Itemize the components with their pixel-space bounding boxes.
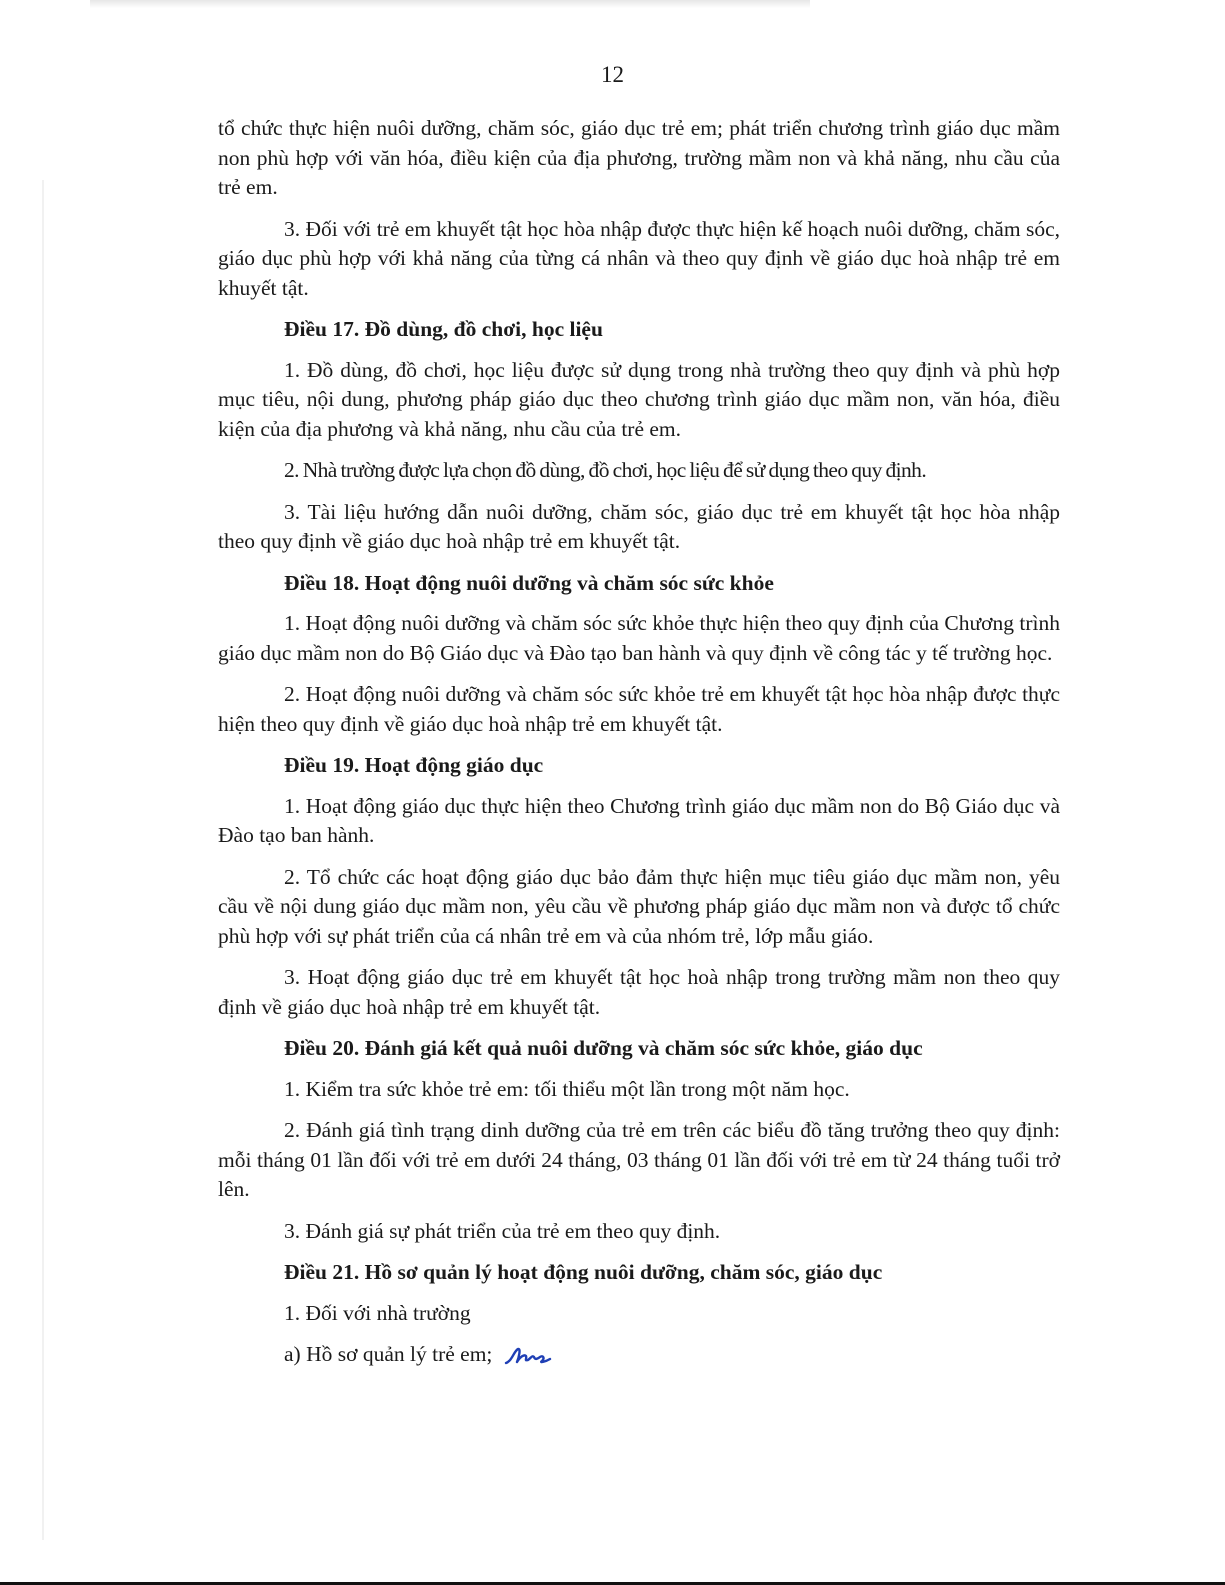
article-17-clause-2: 2. Nhà trường được lựa chọn đồ dùng, đồ chơi, học liệu để sử dụng theo quy định. (284, 458, 927, 482)
article-18-clause-2: 2. Hoạt động nuôi dưỡng và chăm sóc sức khỏe trẻ em khuyết tật học hòa nhập được thực hiện theo quy định về giáo dục hoà nhập trẻ em khuyết tật. (218, 682, 1060, 736)
article-19-clause-1: 1. Hoạt động giáo dục thực hiện theo Chương trình giáo dục mầm non do Bộ Giáo dục và Đào tạo ban hành. (218, 793, 1060, 847)
article-18-heading: Điều 18. Hoạt động nuôi dưỡng và chăm sóc sức khỏe (284, 570, 774, 595)
article-17-clause-1: 1. Đồ dùng, đồ chơi, học liệu được sử dụng trong nhà trường theo quy định và phù hợp mục tiêu, nội dung, phương pháp giáo dục theo chương trình giáo dục mầm non, văn hóa, điều kiện của địa phương và khả năng, nhu cầu của trẻ em. (218, 357, 1060, 441)
article-20-heading: Điều 20. Đánh giá kết quả nuôi dưỡng và chăm sóc sức khỏe, giáo dục (284, 1036, 923, 1060)
paragraph-continuation: tổ chức thực hiện nuôi dưỡng, chăm sóc, giáo dục trẻ em; phát triển chương trình giáo dục mầm non phù hợp với văn hóa, điều kiện của địa phương, trường mầm non và khả năng, nhu cầu của trẻ em. (218, 116, 1060, 199)
article-17-clause-3: 3. Tài liệu hướng dẫn nuôi dưỡng, chăm sóc, giáo dục trẻ em khuyết tật học hòa nhập theo quy định về giáo dục hoà nhập trẻ em khuyết tật. (218, 499, 1060, 553)
article-20-clause-3: 3. Đánh giá sự phát triển của trẻ em theo quy định. (284, 1218, 721, 1243)
article-18-clause-1: 1. Hoạt động nuôi dưỡng và chăm sóc sức khỏe thực hiện theo quy định của Chương trình giáo dục mầm non do Bộ Giáo dục và Đào tạo ban hành và quy định về công tác y tế trường học. (218, 611, 1060, 665)
article-21-clause-1: 1. Đối với nhà trường (284, 1300, 471, 1325)
article-19-clause-2: 2. Tổ chức các hoạt động giáo dục bảo đảm thực hiện mục tiêu giáo dục mầm non, yêu cầu về nội dung giáo dục mầm non, yêu cầu về phương pháp giáo dục mầm non và được tổ chức phù hợp với sự phát triển của cá nhân trẻ em và của nhóm trẻ, lớp mẫu giáo. (218, 864, 1060, 948)
article-21-item-a-text: a) Hồ sơ quản lý trẻ em; (284, 1342, 493, 1366)
page-number: 12 (601, 62, 624, 87)
article-19-heading: Điều 19. Hoạt động giáo dục (284, 753, 544, 777)
scan-artifact (90, 0, 810, 8)
article-19-clause-3: 3. Hoạt động giáo dục trẻ em khuyết tật học hoà nhập trong trường mầm non theo quy định về giáo dục hoà nhập trẻ em khuyết tật. (218, 965, 1060, 1019)
scan-shadow (42, 180, 44, 1540)
article-21-item-a (218, 1340, 1060, 1370)
article-20-clause-1: 1. Kiểm tra sức khỏe trẻ em: tối thiểu một lần trong một năm học. (284, 1076, 850, 1101)
initial-signature (504, 1345, 552, 1367)
document-body (218, 114, 1060, 1382)
article-17-heading: Điều 17. Đồ dùng, đồ chơi, học liệu (284, 317, 603, 341)
article-20-clause-2: 2. Đánh giá tình trạng dinh dưỡng của trẻ em trên các biểu đồ tăng trưởng theo quy định: mỗi tháng 01 lần đối với trẻ em dưới 24 tháng, 03 tháng 01 lần đối với trẻ em từ 24 tháng tuổi trở lên. (218, 1118, 1060, 1201)
paragraph-clause-3: 3. Đối với trẻ em khuyết tật học hòa nhập được thực hiện kế hoạch nuôi dưỡng, chăm sóc, giáo dục phù hợp với khả năng của từng cá nhân và theo quy định về giáo dục hoà nhập trẻ em khuyết tật. (218, 216, 1060, 300)
article-21-heading: Điều 21. Hồ sơ quản lý hoạt động nuôi dưỡng, chăm sóc, giáo dục (284, 1260, 883, 1284)
